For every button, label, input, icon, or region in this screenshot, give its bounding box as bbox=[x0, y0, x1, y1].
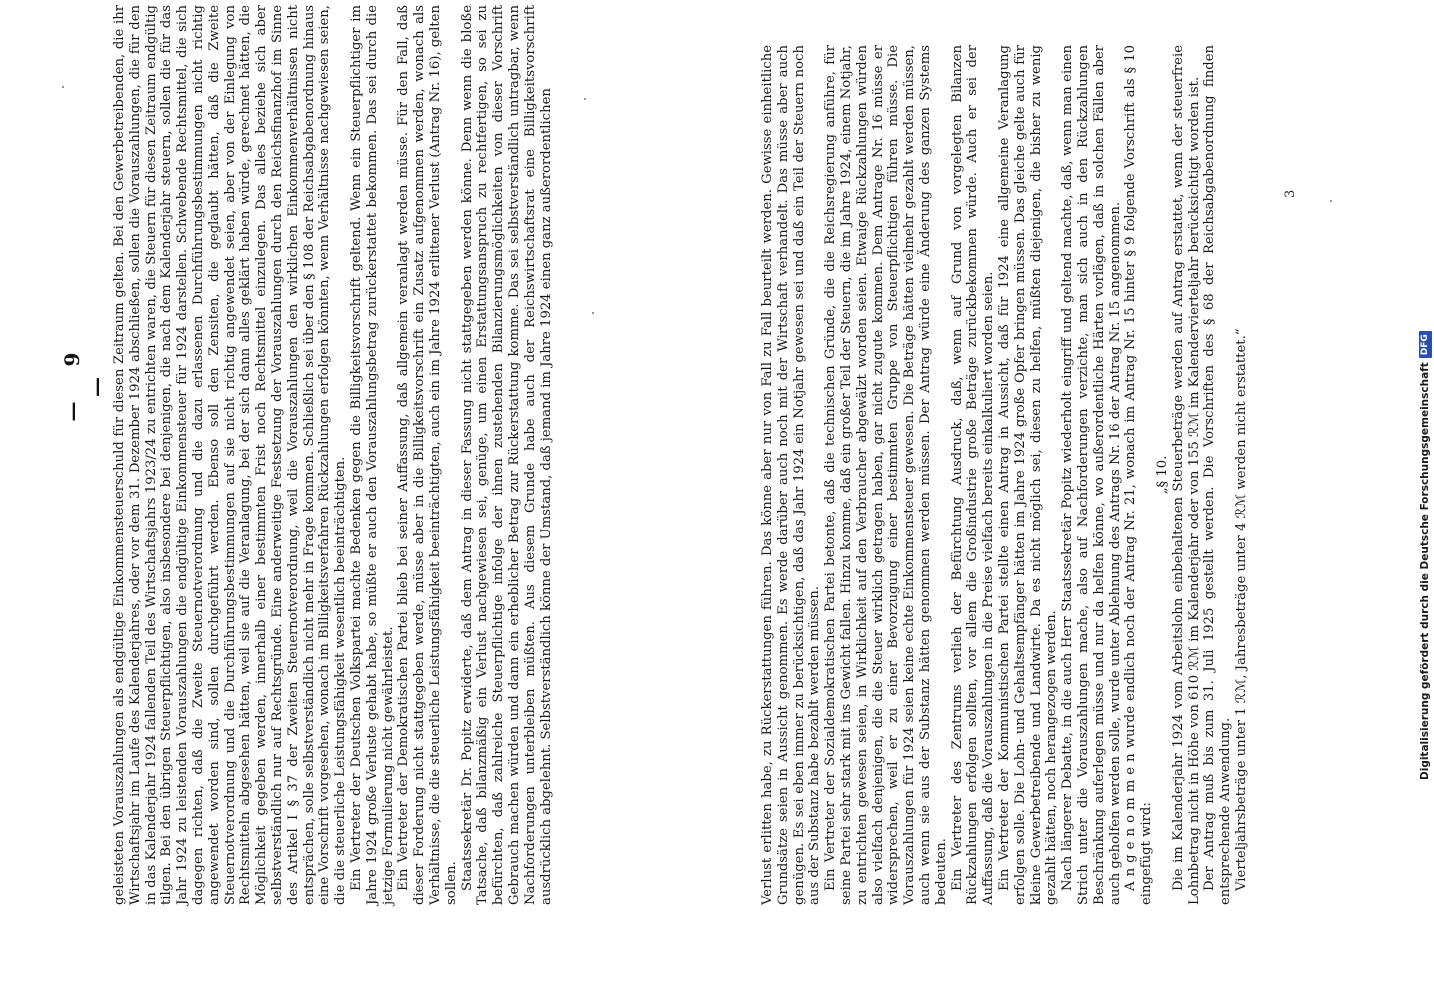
paragraph: Die im Kalenderjahr 1924 vom Arbeitslohn einbehaltenen Steuerbeträge werden auf Antrag erstattet, wenn der steuerfreie Lohnbetrag nicht in Höhe von 610 ℛℳ im Kalenderjahr oder von 155 ℛℳ im Kalendervierteljahr berücksichtigt worden ist. bbox=[1170, 45, 1202, 905]
section-heading: „§ 10. bbox=[1154, 455, 1170, 495]
scan-speck bbox=[592, 312, 594, 314]
paragraph: Ein Vertreter der Deutschen Volkspartei machte Bedenken gegen die Billigkeitsvorschrift geltend. Wenn ein Steuerpflichtiger im Jahre 1924 große Verluste gehabt habe, so müßte er auch den Vorauszahlungsbetrag zurückerstattet bekommen. Das sei durch die jetzige Formulierung nicht gewährleistet. bbox=[348, 5, 396, 905]
paragraph: Vierteljahrsbeträge unter 1 ℛℳ, Jahresbeträge unter 4 ℛℳ werden nicht erstattet.“ bbox=[1233, 328, 1249, 891]
digitization-credit bbox=[1418, 0, 1432, 780]
paragraph: Verlust erlitten habe, zu Rückerstattungen führen. Das könne aber nur von Fall zu Fall beurteilt werden. Gewisse einheitliche Grundsätze seien in Aussicht genommen. Es werde darüber auch noch mit der Wirtschaft verhandelt. Das müsse aber auch genügen. Es sei eben immer zu berücksichtigen, daß das Jahr 1924 ein Notjahr gewesen sei und daß ein Teil der Steuern noch aus der Substanz habe bezahlt werden müssen. bbox=[760, 45, 823, 905]
paragraph: Der Antrag muß bis zum 31. Juli 1925 gestellt werden. Die Vorschriften des § 68 der Reichsabgabenordnung finden entsprechende Anwendung. bbox=[1202, 45, 1234, 905]
paragraph: Ein Vertreter des Zentrums verlieh der Befürchtung Ausdruck, daß, wenn auf Grund von vorgelegten Bilanzen Rückzahlungen erfolgen sollten, vor allem die Großindustrie große Beträge zurückbekommen würde. Auch er sei der Auffassung, daß die Vorauszahlungen in die Preise vielfach bereits einkalkuliert worden seien. bbox=[949, 45, 997, 905]
footer-number: 3 bbox=[1283, 189, 1298, 198]
paragraph: Ein Vertreter der Sozialdemokratischen Partei betonte, daß die technischen Gründe, die die Reichsregierung anführe, für seine Partei sehr stark mit ins Gewicht fallen. Hinzu komme, daß ein großer Teil der Steuern, die im Jahre 1924, einem Notjahr, zu entrichten gewesen seien, in Wirklichkeit auf den Verbraucher abgewälzt worden seien. Etwaige Rückzahlungen würden also vielfach denjenigen, die die Steuer wirklich getragen haben, gar nicht zugute kommen. Dem Antrage Nr. 16 müsse er widersprechen, weil er zu einer Bevorzugung einer bestimmten Gruppe von Steuerpflichtigen führen müsse. Die Vorauszahlungen für 1924 seien keine echte Einkommensteuer gewesen. Die Beträge hätten vielmehr gezahlt werden müssen, auch wenn sie aus der Substanz hätten genommen werden müssen. Der Antrag würde eine Änderung des ganzen Systems bedeuten. bbox=[823, 45, 949, 905]
text-column-right bbox=[760, 45, 1249, 905]
paragraph: geleisteten Vorauszahlungen als endgültige Einkommensteuerschuld für diesen Zeitraum gelten. Bei den Gewerbetreibenden, die ihr Wirtschaftsjahr im Laufe des Kalenderjahres, oder vor dem 31. Dezember 1924 abschließen, sollen die Vorauszahlungen, die für den in das Kalenderjahr 1924 fallenden Teil des Wirtschaftsjahrs 1923/24 zu entrichten waren, die Steuern für diesen Zeitraum endgültig tilgen. Bei den übrigen Steuerpflichtigen, also insbesondere bei denjenigen, die nach dem Kalenderjahr steuern, sollen die für das Jahr 1924 zu leistenden Vorauszahlungen die endgültige Einkommensteuer für 1924 darstellen. Schwebende Rechtsmittel, die sich dagegen richten, daß die Zweite Steuernotverordnung und die dazu erlassenen Durchführungsbestimmungen nicht richtig angewendet worden sind, sollen durchgeführt werden. Ebenso soll den Zensiten, die geglaubt hätten, daß die Zweite Steuernotverordnung und die Durchführungsbestimmungen auf sie nicht richtig angewendet seien, aber von der Einlegung von Rechtsmitteln abgesehen hätten, weil sie auf die Veranlagung, bei der sich dann alles geklärt haben würde, gerechnet hätten, die Möglichkeit gegeben werden, innerhalb einer bestimmten Frist noch Rechtsmittel einzulegen. Das alles beziehe sich aber selbstverständlich nur auf Rechtsgründe. Eine anderweitige Festsetzung der Vorauszahlungen durch den Reichsfinanzhof im Sinne des Artikel I § 37 der Zweiten Steuernotverordnung, weil die Vorauszahlungen den wirklichen Einkommenverhältnissen nicht entsprächen, solle selbstverständlich nicht mehr in Frage kommen. Schließlich sei über den § 108 der Reichsabgabenordnung hinaus eine Vorschrift vorgesehen, wonach im Billigkeitsverfahren Rückzahlungen erfolgen könnten, wenn Verhältnisse nachgewiesen seien, die die steuerliche Leistungsfähigkeit wesentlich beeinträchtigten. bbox=[112, 5, 349, 905]
dfg-logo: DFG bbox=[1419, 331, 1432, 358]
credit-text: Digitalisierung gefördert durch die Deutsche Forschungsgemeinschaft bbox=[1419, 362, 1431, 780]
scan-speck bbox=[584, 98, 586, 100]
paragraph: A n g e n o m m e n wurde endlich noch der Antrag Nr. 21, wonach im Antrag Nr. 15 hinter § 9 folgende Vorschrift als § 10 eingefügt wird: bbox=[1123, 45, 1155, 905]
paragraph: Nach längerer Debatte, in die auch Herr Staatssekretär Popitz wiederholt eingriff und geltend machte, daß, wenn man einen Strich unter die Vorauszahlungen mache, also auf Nachforderungen verzichte, man sich auch in den Rückzahlungen Beschränkung auferlegen müsse und nur da helfen könne, wo außerordentliche Härten vorlägen, daß in solchen Fällen aber auch geholfen werden solle, wurde unter Ablehnung des Antrags Nr. 16 der Antrag Nr. 15 angenommen. bbox=[1060, 45, 1123, 905]
page-header: — 9 — bbox=[60, 338, 108, 422]
text-column-left bbox=[112, 5, 554, 905]
paragraph: Staatssekretär Dr. Popitz erwiderte, daß dem Antrag in dieser Fassung nicht stattgegeben werden könne. Denn wenn die bloße Tatsache, daß bilanzmäßig ein Verlust nachgewiesen sei, genüge, um einen Erstattungsanspruch zu rechtfertigen, so sei zu befürchten, daß zahlreiche Steuerpflichtige infolge der ihnen zustehenden Bilanzierungsmöglichkeiten von dieser Vorschrift Gebrauch machen würden und dann ein erheblicher Betrag zur Rückerstattung komme. Das sei selbstverständlich untragbar, wenn Nachforderungen unterbleiben müßten. Aus diesem Grunde habe auch der Reichswirtschaftsrat eine Billigkeitsvorschrift ausdrücklich abgelehnt. Selbstverständlich könne der Umstand, daß jemand im Jahre 1924 einen ganz außerordentlichen bbox=[459, 5, 554, 905]
paragraph: Ein Vertreter der Demokratischen Partei blieb bei seiner Auffassung, daß allgemein veranlagt werden müsse. Für den Fall, daß dieser Forderung nicht stattgegeben werde, müsse aber in die Billigkeitsvorschrift ein Zusatz aufgenommen werden, wonach als Verhältnisse, die die steuerliche Leistungsfähigkeit beeinträchtigten, auch ein im Jahre 1924 erlittener Verlust (Antrag Nr. 16), gelten sollen. bbox=[396, 5, 459, 905]
scan-speck bbox=[1330, 200, 1332, 202]
scan-speck bbox=[62, 86, 64, 88]
paragraph: Ein Vertreter der Kommunistischen Partei stellte einen Antrag in Aussicht, daß für 1924 eine allgemeine Veranlagung erfolgen solle. Die Lohn- und Gehaltsempfänger hätten im Jahre 1924 große Opfer bringen müssen. Das gleiche gelte auch für kleine Gewerbetreibende und Landwirte. Da es nicht möglich sei, diesen zu helfen, müßten diejenigen, die bisher zu wenig gezahlt hätten, noch herangezogen werden. bbox=[996, 45, 1060, 905]
